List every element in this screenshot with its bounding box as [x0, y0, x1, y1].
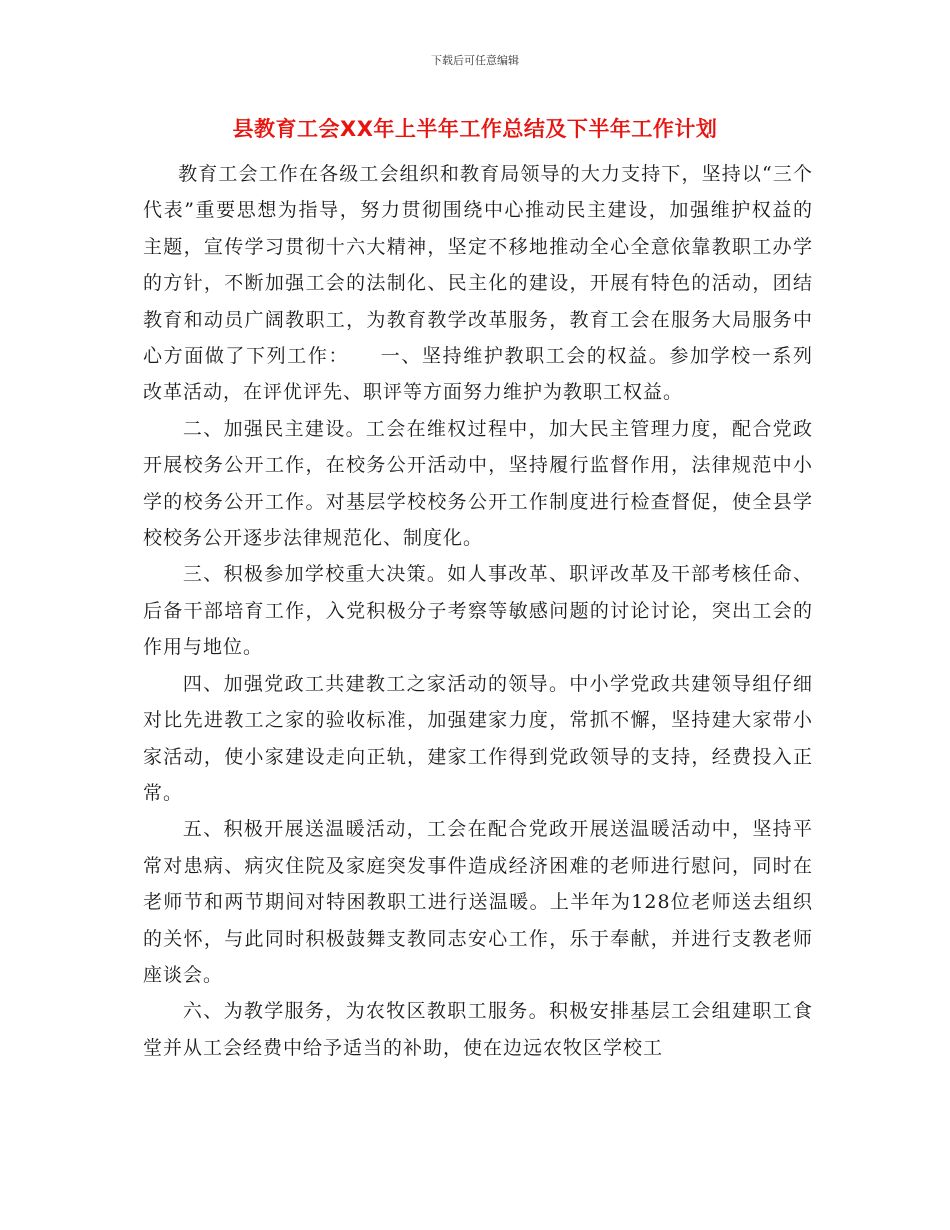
paragraph-item-5: 五、积极开展送温暖活动，工会在配合党政开展送温暖活动中，坚持平常对患病、病灾住院及家庭突发事件造成经济困难的老师进行慰问，同时在老师节和两节期间对特困教职工进行送温暖。上半年为128位老师送去组织的关怀，与此同时积极鼓舞支教同志安心工作，乐于奉献，并进行支教老师座谈会。 [143, 818, 813, 986]
paragraph-item-3: 三、积极参加学校重大决策。如人事改革、职评改革及干部考核任命、后备干部培育工作，入党积极分子考察等敏感问题的讨论讨论，突出工会的作用与地位。 [143, 563, 813, 659]
header-note: 下载后可任意编辑 [431, 54, 519, 67]
paragraph-item-4: 四、加强党政工共建教工之家活动的领导。中小学党政共建领导组仔细对比先进教工之家的验收标准，加强建家力度，常抓不懈，坚持建大家带小家活动，使小家建设走向正轨，建家工作得到党政领导的支持，经费投入正常。 [143, 672, 813, 804]
document-body [143, 156, 813, 1066]
paragraph-item-2: 二、加强民主建设。工会在维权过程中，加大民主管理力度，配合党政开展校务公开工作，在校务公开活动中，坚持履行监督作用，法律规范中小学的校务公开工作。对基层学校校务公开工作制度进行检查督促，使全县学校校务公开逐步法律规范化、制度化。 [143, 417, 813, 550]
paragraph-item-6: 六、为教学服务，为农牧区教职工服务。积极安排基层工会组建职工食堂并从工会经费中给予适当的补助，使在边远农牧区学校工 [143, 1000, 813, 1059]
paragraph-intro: 教育工会工作在各级工会组织和教育局领导的大力支持下，坚持以“三个代表”重要思想为指导，努力贯彻围绕中心推动民主建设，加强维护权益的主题，宣传学习贯彻十六大精神，坚定不移地推动全心全意依靠教职工办学的方针，不断加强工会的法制化、民主化的建设，开展有特色的活动，团结教育和动员广阔教职工，为教育教学改革服务，教育工会在服务大局服务中心方面做了下列工作： 一、坚持维护教职工会的权益。参加学校一系列改革活动，在评优评先、职评等方面努力维护为教职工权益。 [143, 163, 813, 404]
document-title: 县教育工会XX年上半年工作总结及下半年工作计划 [232, 117, 718, 141]
